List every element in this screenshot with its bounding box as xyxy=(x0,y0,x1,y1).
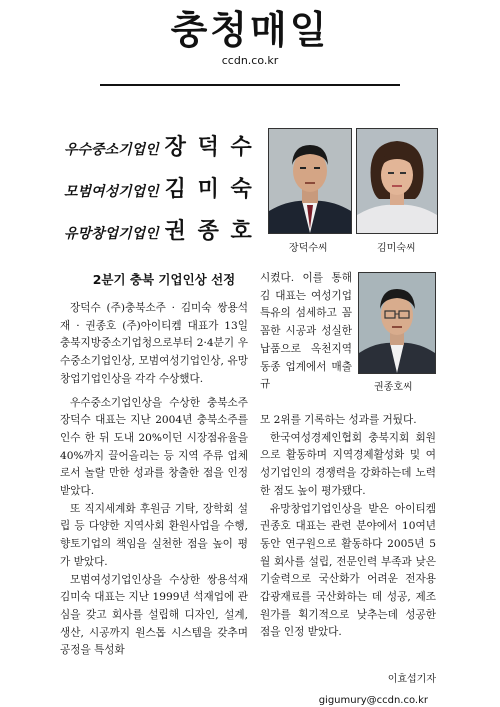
article-paragraph: 또 직지세계화 후원금 기탁, 장학회 설립 등 다양한 지역사회 환원사업을 수행, 향토기업의 책임을 실천한 점을 높이 평가 받았다. xyxy=(60,502,248,568)
article-paragraph: 한국여성경제인협회 충북지회 회원으로 활동하며 지역경제활성화 및 여성기업인의 경쟁력을 강화하는데 노력한 점도 높이 평가됐다. xyxy=(260,431,436,497)
award-category: 우수중소기업인 xyxy=(64,142,159,158)
masthead-rule xyxy=(100,84,400,86)
award-name: 김 미 숙 xyxy=(164,177,254,202)
portrait-photo-kwon xyxy=(358,272,436,374)
award-category: 유망창업기업인 xyxy=(64,226,159,242)
award-category: 모범여성기업인 xyxy=(64,184,159,200)
award-line-2 xyxy=(64,172,254,203)
portrait-photo-kim xyxy=(356,128,438,234)
photo-caption: 권종호씨 xyxy=(374,382,413,393)
portrait-photo-jang xyxy=(268,128,352,234)
article-right-column xyxy=(260,412,436,642)
award-name: 권 종 호 xyxy=(164,219,254,244)
article-paragraph: 모 2위를 기록하는 성과를 거뒀다. xyxy=(260,414,417,426)
article-paragraph: 유망창업기업인상을 받은 아이티켐 권종호 대표는 관련 분야에서 10여년 동안 연구원으로 활동하다 2005년 5월 회사를 설립, 전문인력 부족과 낮은 기술력으로 국산화가 어려운 전자용 갑광재료를 국산화하는 데 성공, 제조원가를 획기적으로 낮추는데 성공한 점을 인정 받았다. xyxy=(260,502,436,639)
article-paragraph: 시켰다. 이를 통해 김 대표는 여성기업 특유의 섬세하고 꼼꼼한 시공과 성실한 납품으로 옥천지역 동종 업계에서 매출 규 xyxy=(260,272,352,391)
headline: 2분기 충북 기업인상 선정 xyxy=(92,272,236,287)
award-line-1 xyxy=(64,130,254,161)
article-paragraph: 모범여성기업인상을 수상한 쌍용석재 김미숙 대표는 지난 1999년 석재업에 관심을 갖고 회사를 설립해 디자인, 설계, 생산, 시공까지 원스톱 시스템을 갖추며 공정을 특성화 xyxy=(60,573,248,657)
newspaper-title: 충청매일 xyxy=(170,8,330,52)
photo-caption: 장덕수씨 xyxy=(289,243,328,254)
article-right-column-top xyxy=(260,270,352,394)
reporter-byline: 이효섭기자 xyxy=(387,674,436,685)
article-paragraph: 장덕수 (주)충북소주 · 김미숙 쌍용석재 · 권종호 (주)아이티켐 대표가 13일 충북지방중소기업청으로부터 2·4분기 우수중소기업인상, 모범여성기업인상, 유망창업기업인상을 각각 수상했다. xyxy=(60,302,248,385)
article-left-column xyxy=(60,300,248,660)
masthead xyxy=(0,8,500,68)
award-line-3 xyxy=(64,214,254,245)
reporter-email: gigumury@ccdn.co.kr xyxy=(318,695,428,706)
article-paragraph: 우수중소기업인상을 수상한 충북소주 장덕수 대표는 지난 2004년 충북소주를 인수 한 뒤 도내 20%이던 시장점유율을 40%까지 끌어올리는 등 지역 주류 업체로서 놀랄 만한 성과를 창출한 점을 인정받았다. xyxy=(60,396,248,498)
newspaper-url: ccdn.co.kr xyxy=(221,54,279,67)
photo-caption: 김미숙씨 xyxy=(377,243,416,254)
award-name: 장 덕 수 xyxy=(164,135,254,160)
